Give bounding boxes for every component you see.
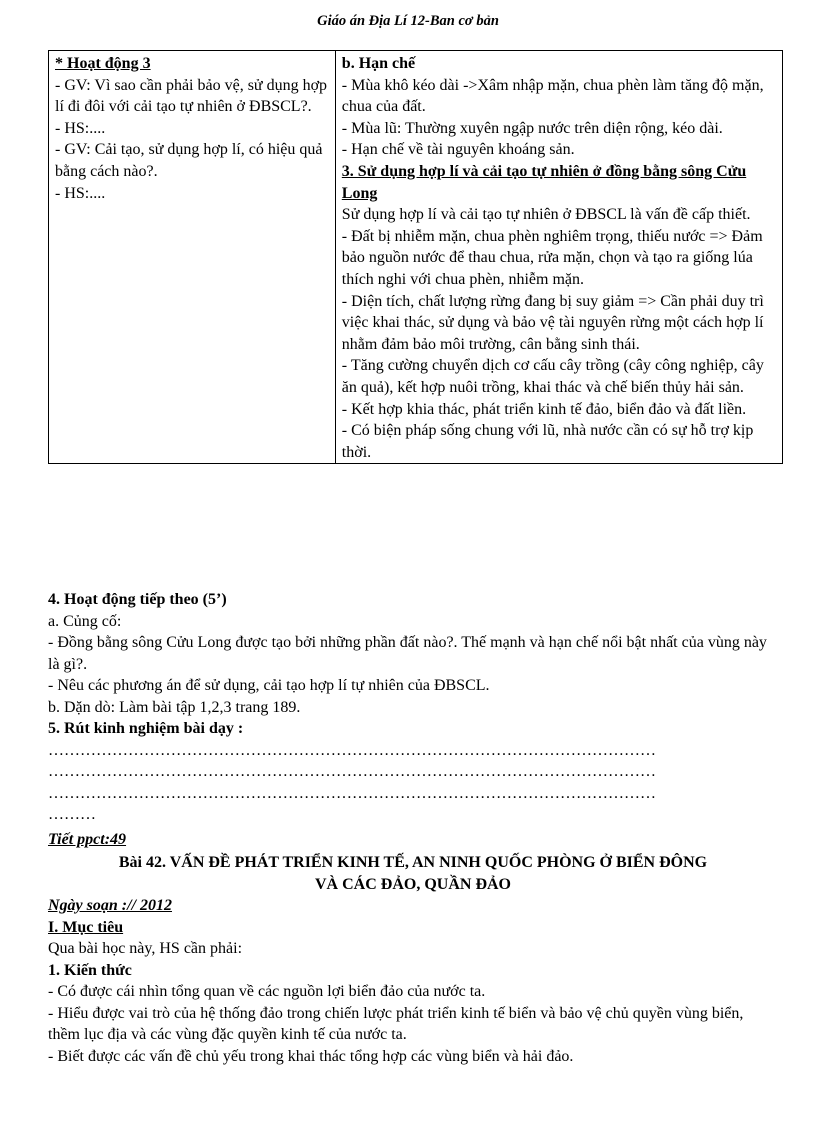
notes-dotted-line-2: …………………………………………………………………………………………………… (48, 763, 656, 780)
measure-floods: - Có biện pháp sống chung với lũ, nhà nước cần có sự hỗ trợ kịp thời. (341, 422, 754, 461)
activity-heading: * Hoạt động 3 (55, 55, 151, 72)
hs-answer-2: - HS:.... (55, 184, 106, 202)
page-header: Giáo án Địa Lí 12-Ban cơ bản (317, 13, 499, 29)
gv-question-1: - GV: Vì sao cần phải bảo vệ, sử dụng hợp lí đi đôi với cải tạo tự nhiên ở ĐBSCL?. (55, 76, 328, 116)
content-cell (335, 51, 782, 464)
table-row (49, 51, 783, 464)
measure-soil: - Đất bị nhiễm mặn, chua phèn nghiêm trọng, thiếu nước => Đảm bảo nguồn nước để thau chua, rửa mặn, chọn và tạo ra giống lúa thích nghi với chua phèn, nhiễm mặn. (341, 227, 763, 288)
section4-consolidation: a. Củng cố: (48, 612, 122, 630)
notes-dotted-line-1: …………………………………………………………………………………………………… (48, 741, 656, 759)
limitation-flood-season: - Mùa lũ: Thường xuyên ngập nước trên diện rộng, kéo dài. (341, 119, 723, 137)
limitation-minerals: - Hạn chế về tài nguyên khoáng sản. (341, 141, 575, 159)
objectives-title: I. Mục tiêu (48, 918, 124, 936)
lesson-title-line-2: VÀ CÁC ĐẢO, QUẦN ĐẢO (315, 875, 511, 893)
notes-dotted-line-3: …………………………………………………………………………………………………… (48, 784, 656, 802)
knowledge-item-3: - Biết được các vấn đề chủ yếu trong khai thác tổng hợp các vùng biển và hải đảo. (48, 1047, 574, 1065)
document-body (48, 589, 778, 1067)
limitation-dry-season: - Mùa khô kéo dài ->Xâm nhập mặn, chua phèn làm tăng độ mặn, chua của đất. (341, 76, 764, 116)
section4-title: 4. Hoạt động tiếp theo (5’) (48, 591, 227, 608)
teacher-activity-cell (49, 51, 336, 464)
section3-heading: 3. Sử dụng hợp lí và cải tạo tự nhiên ở đồng bằng sông Cửu Long (341, 162, 747, 202)
knowledge-title: 1. Kiến thức (48, 961, 132, 979)
section4-question-2: - Nêu các phương án để sử dụng, cải tạo hợp lí tự nhiên của ĐBSCL. (48, 677, 490, 694)
section4-question-1: - Đồng bằng sông Cửu Long được tạo bởi những phần đất nào?. Thế mạnh và hạn chế nổi bật nhất của vùng này là gì?. (48, 634, 767, 673)
lesson-title-line-1: Bài 42. VẤN ĐỀ PHÁT TRIỂN KINH TẾ, AN NINH QUỐC PHÒNG Ở BIỂN ĐÔNG (118, 854, 708, 871)
section5-title: 5. Rút kinh nghiệm bài dạy : (48, 720, 244, 737)
knowledge-item-2: - Hiểu được vai trò của hệ thống đảo trong chiến lược phát triển kinh tế biển và bảo vệ chủ quyền vùng biển, thềm lục địa và các vùng đặc quyền kinh tế của nước ta. (48, 1004, 744, 1043)
limitations-heading: b. Hạn chế (341, 55, 416, 72)
objectives-intro: Qua bài học này, HS cần phải: (48, 940, 243, 957)
preparation-date: Ngày soạn :// 2012 (48, 897, 172, 914)
section4-homework: b. Dặn dò: Làm bài tập 1,2,3 trang 189. (48, 698, 301, 716)
knowledge-item-1: - Có được cái nhìn tổng quan về các nguồn lợi biển đảo của nước ta. (48, 983, 486, 1000)
hs-answer-1: - HS:.... (55, 119, 106, 137)
measure-crops: - Tăng cường chuyển dịch cơ cấu cây trồng (cây công nghiệp, cây ăn quả), kết hợp nuôi trồng, khai thác và chế biến thủy hải sản. (341, 357, 764, 396)
measure-forest: - Diện tích, chất lượng rừng đang bị suy giảm => Cần phải duy trì việc khai thác, sử dụng và bảo vệ tài nguyên rừng một cách hợp lí nhằm đảm bảo môi trường, cân bằng sinh thái. (341, 292, 764, 353)
lesson-table (48, 50, 783, 464)
period-label: Tiết ppct:49 (48, 830, 127, 848)
notes-dotted-line-4: ……… (48, 806, 96, 823)
measure-islands: - Kết hợp khia thác, phát triển kinh tế đảo, biển đảo và đất liền. (341, 400, 747, 418)
gv-question-2: - GV: Cải tạo, sử dụng hợp lí, có hiệu quả bằng cách nào?. (55, 141, 323, 180)
section3-intro: Sử dụng hợp lí và cải tạo tự nhiên ở ĐBSCL là vấn đề cấp thiết. (341, 206, 751, 224)
